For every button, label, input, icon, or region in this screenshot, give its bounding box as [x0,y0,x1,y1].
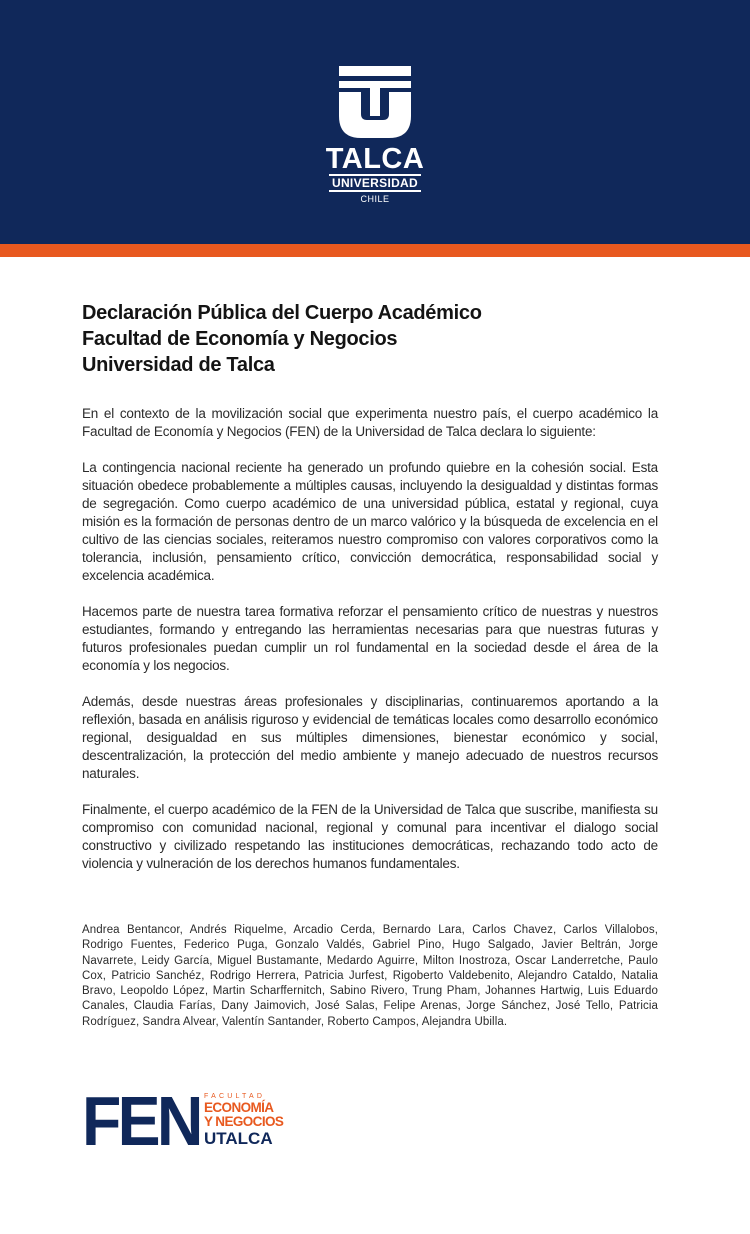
fen-utalca: UTALCA [204,1129,273,1148]
header-banner [0,0,750,244]
fen-logo-text [204,1092,304,1149]
signers-list: Andrea Bentancor, Andrés Riquelme, Arcadio Cerda, Bernardo Lara, Carlos Chavez, Carlos Villalobos, Rodrigo Fuentes, Federico Puga, Gonzalo Valdés, Gabriel Pino, Hugo Salgado, Javier Beltrán, Jorge Navarrete, Leidy García, Miguel Bustamante, Medardo Aguirre, Milton Inostroza, Oscar Landerretche, Paulo Cox, Patricio Sanchéz, Rodrigo Herrera, Patricia Jurfest, Rigoberto Valdebenito, Alejandro Cataldo, Natalia Bravo, Leopoldo López, Martin Scharffernitch, Sabino Rivero, Trung Pham, Johannes Hartwig, Luis Eduardo Canales, Claudia Farías, Dany Jaimovich, José Salas, Felipe Arenas, Jorge Sánchez, José Tello, Patricia Rodríguez, Sandra Alvear, Valentín Santander, Roberto Campos, Alejandra Ubilla. [82,924,658,1028]
fen-economia: ECONOMÍA [204,1100,274,1115]
logo-subtitle-box [329,174,421,192]
logo-subtitle: UNIVERSIDAD [332,176,418,190]
fen-acronym: FEN [82,1082,200,1160]
fen-facultad: FACULTAD [204,1093,266,1100]
logo-name: TALCA [325,143,425,175]
logo-country: CHILE [360,194,390,204]
declaration-body [82,405,658,891]
title-line-1: Declaración Pública del Cuerpo Académico [82,302,482,324]
title-line-2: Facultad de Economía y Negocios [82,328,398,350]
universidad-talca-logo [300,66,450,206]
paragraph-contingency: La contingencia nacional reciente ha generado un profundo quiebre en la cohesión social. Esta situación obedece probablemente a múltiples causas, incluyendo la desigualdad y distintas formas de segregación. Como cuerpo académico de una universidad pública, estatal y regional, cuya misión es la formación de personas dentro de un marco valórico y la búsqueda de excelencia en el cultivo de las ciencias sociales, reiteramos nuestro compromiso con valores corporativos como la tolerancia, inclusión, pensamiento crítico, convicción democrática, responsabilidad social y excelencia académica. [82,460,658,583]
header-accent-stripe [0,244,750,257]
fen-logo [82,1082,302,1160]
paragraph-contribution: Además, desde nuestras áreas profesionales y disciplinarias, continuaremos aportando a la reflexión, basada en análisis riguroso y evidencial de temáticas locales como desarrollo económico regional, desigualdad en sus múltiples dimensiones, bienestar económico y social, descentralización, la protección del medio ambiente y manejo adecuado de nuestros recursos naturales. [82,694,658,781]
fen-negocios: Y NEGOCIOS [204,1114,284,1129]
paragraph-intro: En el contexto de la movilización social que experimenta nuestro país, el cuerpo académico la Facultad de Economía y Negocios (FEN) de la Universidad de Talca declara lo siguiente: [82,406,658,439]
page-title [82,300,682,378]
title-line-3: Universidad de Talca [82,354,275,376]
talca-u-emblem-icon [339,66,411,138]
paragraph-formation: Hacemos parte de nuestra tarea formativa reforzar el pensamiento crítico de nuestras y nuestros estudiantes, formando y entregando las herramientas necesarias para que nuestras futuras y futuros profesionales puedan cumplir un rol fundamental en la sociedad desde el área de la economía y los negocios. [82,604,658,673]
paragraph-closing: Finalmente, el cuerpo académico de la FEN de la Universidad de Talca que suscribe, manifiesta su compromiso con comunidad nacional, regional y comunal para incentivar el dialogo social constructivo y civilizado respetando las instituciones democráticas, rechazando todo acto de violencia y vulneración de los derechos humanos fundamentales. [82,802,658,871]
